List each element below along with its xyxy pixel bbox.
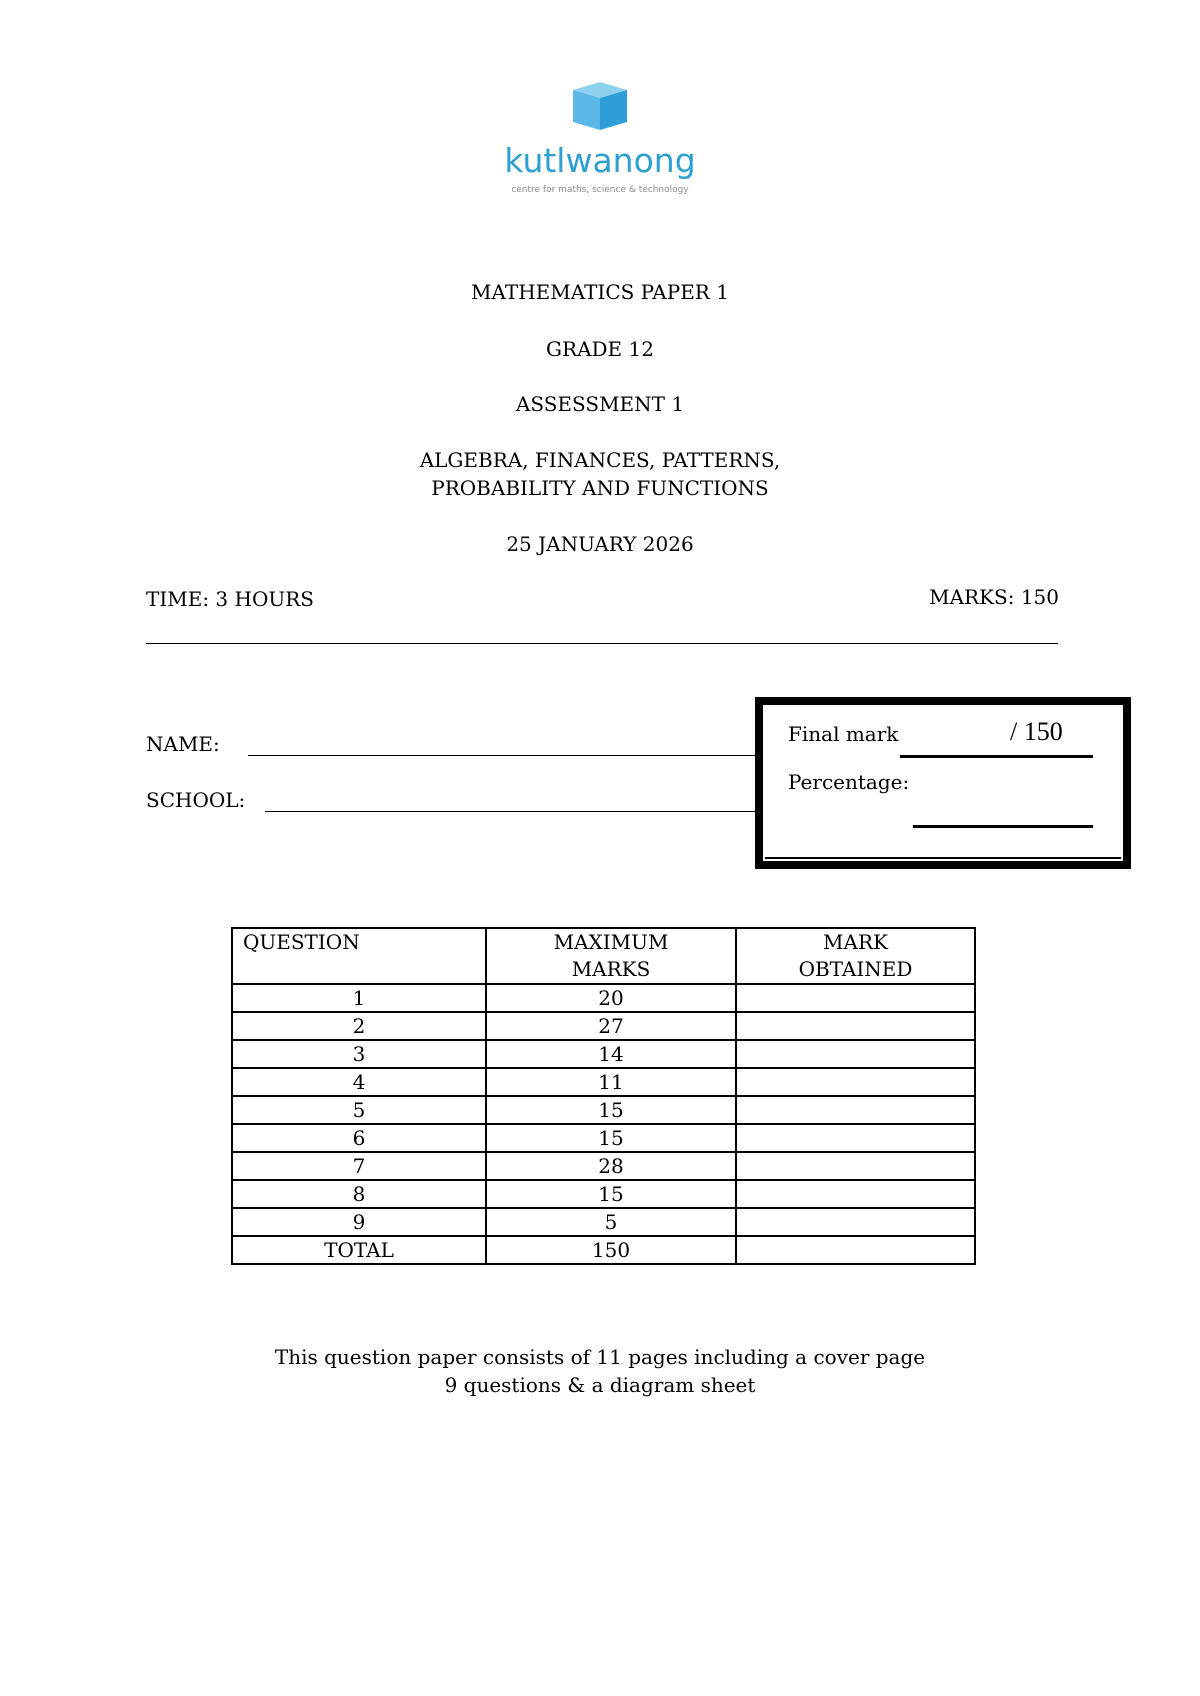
question-cell: 3 bbox=[232, 1040, 486, 1068]
logo-wordmark: kutlwanong bbox=[504, 141, 696, 180]
percentage-label: Percentage: bbox=[788, 770, 910, 794]
max-marks-cell: 15 bbox=[486, 1124, 736, 1152]
mark-obtained-cell[interactable] bbox=[736, 1208, 975, 1236]
topics-line-1: ALGEBRA, FINANCES, PATTERNS, bbox=[419, 448, 781, 472]
assessment-label: ASSESSMENT 1 bbox=[515, 392, 685, 416]
table-row bbox=[232, 1096, 975, 1124]
table-row bbox=[232, 1124, 975, 1152]
exam-date: 25 JANUARY 2026 bbox=[506, 532, 694, 556]
table-header-row bbox=[232, 928, 975, 984]
table-row bbox=[232, 1208, 975, 1236]
max-marks-header: MAXIMUM MARKS bbox=[486, 928, 736, 984]
mark-obtained-cell[interactable] bbox=[736, 1180, 975, 1208]
name-label: NAME: bbox=[146, 732, 220, 756]
max-marks-cell: 14 bbox=[486, 1040, 736, 1068]
name-field[interactable] bbox=[248, 755, 755, 756]
table-row bbox=[232, 984, 975, 1012]
paper-info bbox=[0, 1343, 1200, 1399]
mark-obtained-cell[interactable] bbox=[736, 1096, 975, 1124]
table-row bbox=[232, 1152, 975, 1180]
final-mark-label: Final mark bbox=[788, 722, 899, 746]
mark-obtained-header: MARK OBTAINED bbox=[736, 928, 975, 984]
max-marks-cell: 5 bbox=[486, 1208, 736, 1236]
mark-obtained-cell[interactable] bbox=[736, 1012, 975, 1040]
percentage-field[interactable] bbox=[913, 825, 1093, 828]
max-marks-cell: 27 bbox=[486, 1012, 736, 1040]
question-cell: 5 bbox=[232, 1096, 486, 1124]
table-row bbox=[232, 1180, 975, 1208]
logo-tagline: centre for maths, science & technology bbox=[511, 185, 689, 195]
total-label-cell: TOTAL bbox=[232, 1236, 486, 1264]
max-marks-cell: 15 bbox=[486, 1096, 736, 1124]
mark-obtained-cell[interactable] bbox=[736, 1152, 975, 1180]
mark-obtained-cell[interactable] bbox=[736, 1068, 975, 1096]
question-cell: 7 bbox=[232, 1152, 486, 1180]
question-cell: 4 bbox=[232, 1068, 486, 1096]
paper-info-line-1: This question paper consists of 11 pages including a cover page bbox=[274, 1345, 926, 1369]
school-label: SCHOOL: bbox=[146, 788, 246, 812]
question-cell: 6 bbox=[232, 1124, 486, 1152]
table-row bbox=[232, 1012, 975, 1040]
table-row bbox=[232, 1040, 975, 1068]
mark-obtained-cell[interactable] bbox=[736, 1124, 975, 1152]
mark-obtained-cell[interactable] bbox=[736, 1040, 975, 1068]
final-mark-box bbox=[755, 697, 1131, 869]
final-mark-field[interactable] bbox=[900, 755, 1093, 758]
school-field[interactable] bbox=[265, 811, 755, 812]
max-marks-cell: 28 bbox=[486, 1152, 736, 1180]
question-cell: 2 bbox=[232, 1012, 486, 1040]
grade-label: GRADE 12 bbox=[546, 337, 654, 361]
total-obtained-cell[interactable] bbox=[736, 1236, 975, 1264]
logo bbox=[0, 80, 1200, 195]
total-max-cell: 150 bbox=[486, 1236, 736, 1264]
question-cell: 1 bbox=[232, 984, 486, 1012]
marks-label: MARKS: 150 bbox=[929, 585, 1059, 609]
paper-title: MATHEMATICS PAPER 1 bbox=[471, 280, 729, 304]
mark-obtained-cell[interactable] bbox=[736, 984, 975, 1012]
max-marks-cell: 15 bbox=[486, 1180, 736, 1208]
topics-line-2: PROBABILITY AND FUNCTIONS bbox=[431, 476, 769, 500]
cube-icon bbox=[571, 80, 629, 132]
question-cell: 9 bbox=[232, 1208, 486, 1236]
table-row bbox=[232, 1068, 975, 1096]
question-cell: 8 bbox=[232, 1180, 486, 1208]
max-marks-cell: 20 bbox=[486, 984, 736, 1012]
time-label: TIME: 3 HOURS bbox=[146, 587, 314, 611]
question-header: QUESTION bbox=[232, 928, 486, 984]
final-mark-total: / 150 bbox=[1010, 717, 1063, 746]
max-marks-cell: 11 bbox=[486, 1068, 736, 1096]
table-total-row bbox=[232, 1236, 975, 1264]
marks-table bbox=[231, 927, 976, 1265]
paper-info-line-2: 9 questions & a diagram sheet bbox=[444, 1373, 756, 1397]
divider bbox=[146, 643, 1058, 644]
